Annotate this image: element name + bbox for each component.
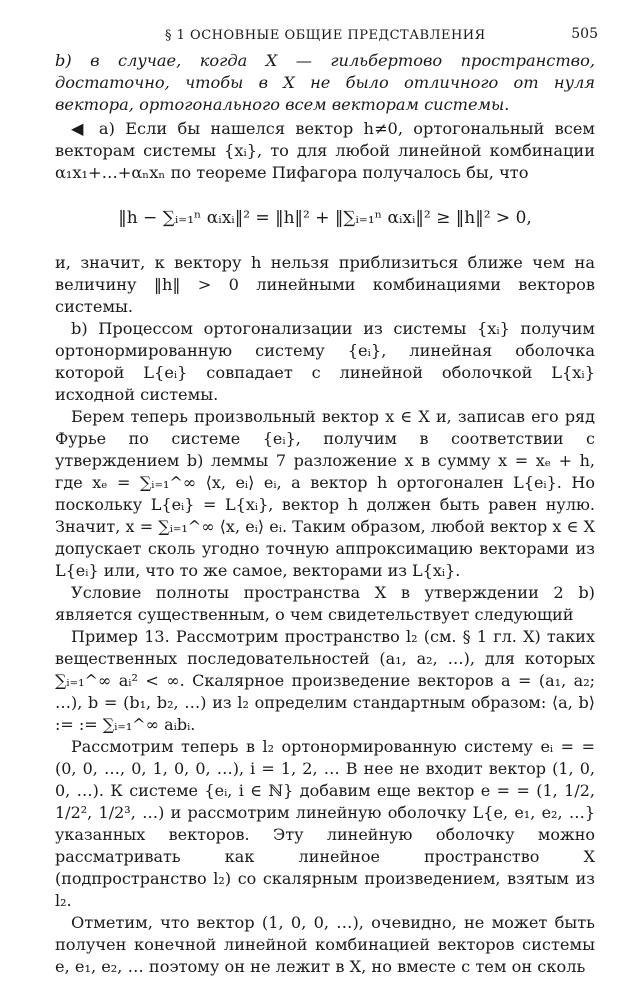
paragraph-note: Отметим, что вектор (1, 0, 0, …), очевидно, не может быть получен конечной линейной комбинацией векторов системы e, e₁, e₂, … поэтому он не лежит в X, но вместе с тем он сколь xyxy=(55,913,595,976)
paragraph-orthonormal-system: Рассмотрим теперь в l₂ ортонормированную систему eᵢ = = (0, 0, …, 0, 1, 0, 0, …), i = 1, 2, … В нее не входит вектор (1, 0, 0, …). К системе {eᵢ, i ∈ ℕ} добавим еще вектор e = = (1, 1/2, 1/2², 1/2³, …) и рассмотрим линейную оболочку L{e, e₁, e₂, …} указанных векторов. Эту линейную оболочку можно рассматривать как линейное пространство X (подпространство l₂) со скалярным произведением, взятым из l₂. xyxy=(55,737,595,910)
page xyxy=(55,22,598,978)
paragraph-proof-a: ◀ a) Если бы нашелся вектор h≠0, ортогональный всем векторам системы {xᵢ}, то для любой линейной комбинации α₁x₁+…+αₙxₙ по теореме Пифагора получалось бы, что xyxy=(55,119,595,182)
paragraph-example-13: Пример 13. Рассмотрим пространство l₂ (см. § 1 гл. X) таких вещественных последовательностей (a₁, a₂, …), для которых ∑ᵢ₌₁^∞ aᵢ² < ∞. Скалярное произведение векторов a = (a₁, a₂; …), b = (b₁, b₂, …) из l₂ определим стандартным образом: ⟨a, b⟩ := := ∑ᵢ₌₁^∞ aᵢbᵢ. xyxy=(55,627,595,734)
paragraph-b-statement: b) в случае, когда X — гильбертово пространство, достаточно, чтобы в X не было отличного от нуля вектора, ортогонального всем векторам системы. xyxy=(55,51,595,114)
paragraph-proof-b: b) Процессом ортогонализации из системы {xᵢ} получим ортонормированную систему {eᵢ}, линейная оболочка которой L{eᵢ} совпадает с линейной оболочкой L{xᵢ} исходной системы. xyxy=(55,319,595,404)
pythagoras-formula: ‖h − ∑ᵢ₌₁ⁿ αᵢxᵢ‖² = ‖h‖² + ‖∑ᵢ₌₁ⁿ αᵢxᵢ‖² ≥ ‖h‖² > 0, xyxy=(118,208,532,228)
paragraph-conclusion-a: и, значит, к вектору h нельзя приблизиться ближе чем на величину ‖h‖ > 0 линейными комбинациями векторов системы. xyxy=(55,253,595,316)
running-header xyxy=(55,22,598,50)
paragraph-fourier: Берем теперь произвольный вектор x ∈ X и, записав его ряд Фурье по системе {eᵢ}, получим в соответствии с утверждением b) леммы 7 разложение x в сумму x = xₑ + h, где xₑ = ∑ᵢ₌₁^∞ ⟨x, eᵢ⟩ eᵢ, а вектор h ортогонален L{eᵢ}. Но поскольку L{eᵢ} = L{xᵢ}, вектор h должен быть равен нулю. Значит, x = ∑ᵢ₌₁^∞ ⟨x, eᵢ⟩ eᵢ. Таким образом, любой вектор x ∈ X допускает сколь угодно точную аппроксимацию векторами из L{eᵢ} или, что то же самое, векторами из L{xᵢ}. xyxy=(55,407,595,580)
paragraph-completeness: Условие полноты пространства X в утверждении 2 b) является существенным, о чем свидетельствует следующий xyxy=(55,583,595,624)
section-title: § 1 ОСНОВНЫЕ ОБЩИЕ ПРЕДСТАВЛЕНИЯ xyxy=(165,28,486,43)
page-number: 505 xyxy=(571,26,598,42)
